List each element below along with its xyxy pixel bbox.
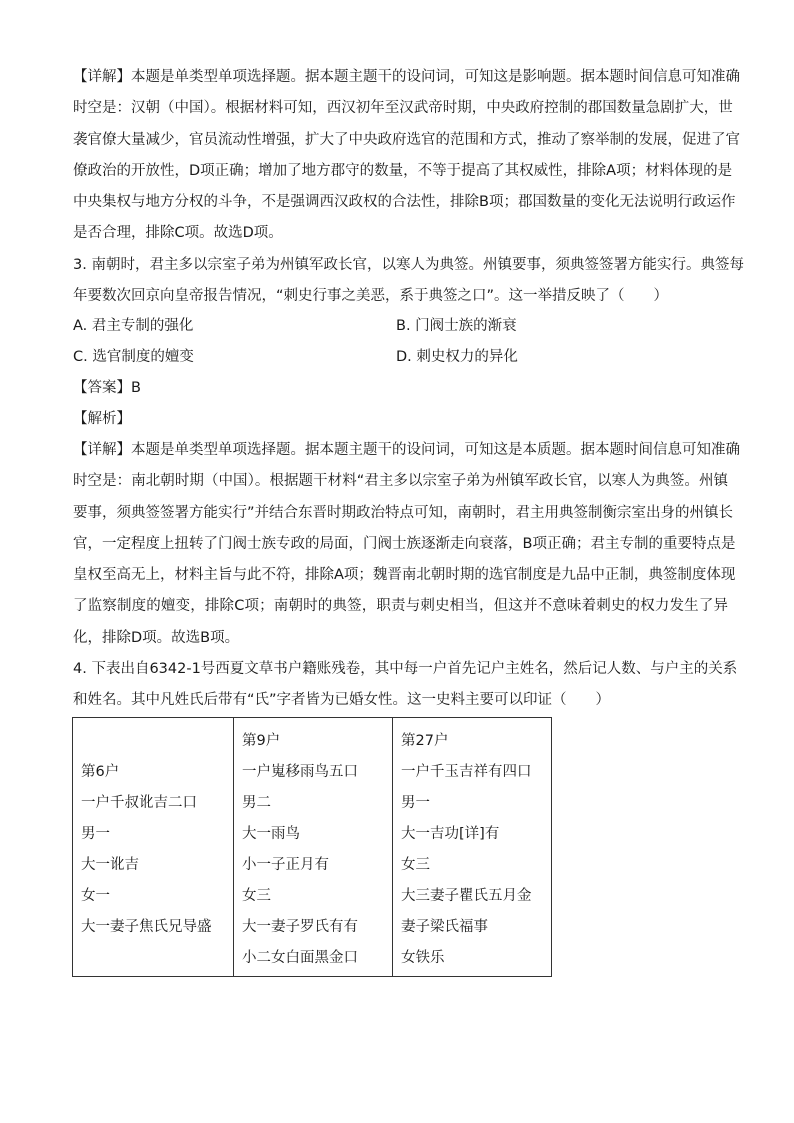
text-line: 和姓名。其中凡姓氏后带有“氏”字者皆为已婚女性。这一史料主要可以印证（ ）	[73, 692, 611, 709]
cell-line: 大一妻子焦氏兄导盛	[81, 919, 212, 935]
q3-option-a: A. 君主专制的强化	[73, 318, 194, 334]
cell-line: 大一讹吉	[81, 857, 139, 873]
cell-line: 小二女白面黑金口	[242, 950, 358, 966]
text-line: 中央集权与地方分权的斗争，不是强调西汉政权的合法性，排除B项；郡国数量的变化无法说明行政运作	[73, 194, 736, 211]
household-register-table	[72, 717, 552, 977]
cell-line: 小一子正月有	[242, 857, 329, 873]
text-line: 皇权至高无上，材料主旨与此不符，排除A项；魏晋南北朝时期的选官制度是九品中正制，典签制度体现	[73, 567, 736, 584]
cell-line: 第27户	[401, 733, 449, 749]
q3-option-b: B. 门阀士族的渐衰	[396, 318, 517, 334]
text-line: 【详解】本题是单类型单项选择题。据本题主题干的设问词，可知这是本质题。据本题时间信息可知准确	[73, 442, 740, 458]
text-line: 要事，须典签签署方能实行”并结合东晋时期政治特点可知，南朝时，君主用典签制衡宗室出身的州镇长	[73, 504, 734, 521]
q3-option-c: C. 选官制度的嬗变	[73, 349, 194, 365]
table-row	[73, 718, 552, 977]
q2-detail-paragraph	[73, 62, 740, 250]
text-line: 化，排除D项。故选B项。	[73, 629, 240, 646]
table-cell-household-27	[393, 718, 552, 977]
cell-line: 妻子梁氏福事	[401, 919, 488, 935]
text-line: 年要数次回京向皇帝报告情况，“刺史行事之美恶，系于典签之口”。这一举措反映了（ ）	[73, 288, 669, 305]
text-line: 【详解】本题是单类型单项选择题。据本题主题干的设问词，可知这是影响题。据本题时间信息可知准确	[73, 69, 740, 85]
text-line: 袭官僚大量减少，官员流动性增强，扩大了中央政府选官的范围和方式，推动了察举制的发展，促进了官	[73, 131, 740, 148]
cell-line: 女铁乐	[401, 950, 445, 966]
q3-stem	[73, 250, 744, 313]
text-line: 是否合理，排除C项。故选D项。	[73, 225, 283, 242]
text-line: 时空是：汉朝（中国）。根据材料可知，西汉初年至汉武帝时期，中央政府控制的郡国数量急剧扩大，世	[73, 100, 733, 117]
table-cell-household-9	[234, 718, 393, 977]
text-line: 4. 下表出自6342-1号西夏文草书户籍账残卷，其中每一户首先记户主姓名，然后记人数、与户主的关系	[73, 661, 738, 677]
q3-answer: 【答案】B	[73, 380, 141, 396]
cell-line: 大一吉功[详]有	[401, 826, 500, 842]
text-line: 僚政治的开放性，D项正确；增加了地方郡守的数量，不等于提高了其权威性，排除A项；材料体现的是	[73, 162, 733, 179]
text-line: 了监察制度的嬗变，排除C项；南朝时的典签，职责与刺史相当，但这并不意味着刺史的权力发生了异	[73, 598, 728, 615]
cell-line: 男一	[401, 795, 430, 811]
cell-line: 一户千叔讹吉二口	[81, 795, 197, 811]
cell-line: 男一	[81, 826, 110, 842]
q3-analysis-label: 【解析】	[73, 411, 131, 427]
cell-line: 女三	[242, 888, 271, 904]
cell-line: 大一雨鸟	[242, 826, 300, 842]
table-cell-household-6	[73, 718, 234, 977]
q3-option-d: D. 刺史权力的异化	[396, 349, 518, 365]
text-line: 时空是：南北朝时期（中国）。根据题干材料“君主多以宗室子弟为州镇军政长官，以寒人为典签。州镇	[73, 473, 728, 490]
text-line: 3. 南朝时，君主多以宗室子弟为州镇军政长官，以寒人为典签。州镇要事，须典签签署方能实行。典签每	[73, 257, 744, 273]
cell-line: 大三妻子瞿氏五月金	[401, 888, 532, 904]
cell-line: 第9户	[242, 733, 281, 749]
q3-detail-paragraph	[73, 435, 740, 654]
cell-line: 一户千玉吉祥有四口	[401, 764, 532, 780]
q4-stem	[73, 654, 738, 717]
cell-line: 一户嵬移雨鸟五口	[242, 764, 358, 780]
cell-line: 第6户	[81, 764, 120, 780]
cell-line: 男二	[242, 795, 271, 811]
text-line: 官，一定程度上扭转了门阀士族专政的局面，门阀士族逐渐走向衰落，B项正确；君主专制的重要特点是	[73, 535, 736, 552]
cell-line: 女三	[401, 857, 430, 873]
cell-line: 大一妻子罗氏有有	[242, 919, 358, 935]
cell-line: 女一	[81, 888, 110, 904]
